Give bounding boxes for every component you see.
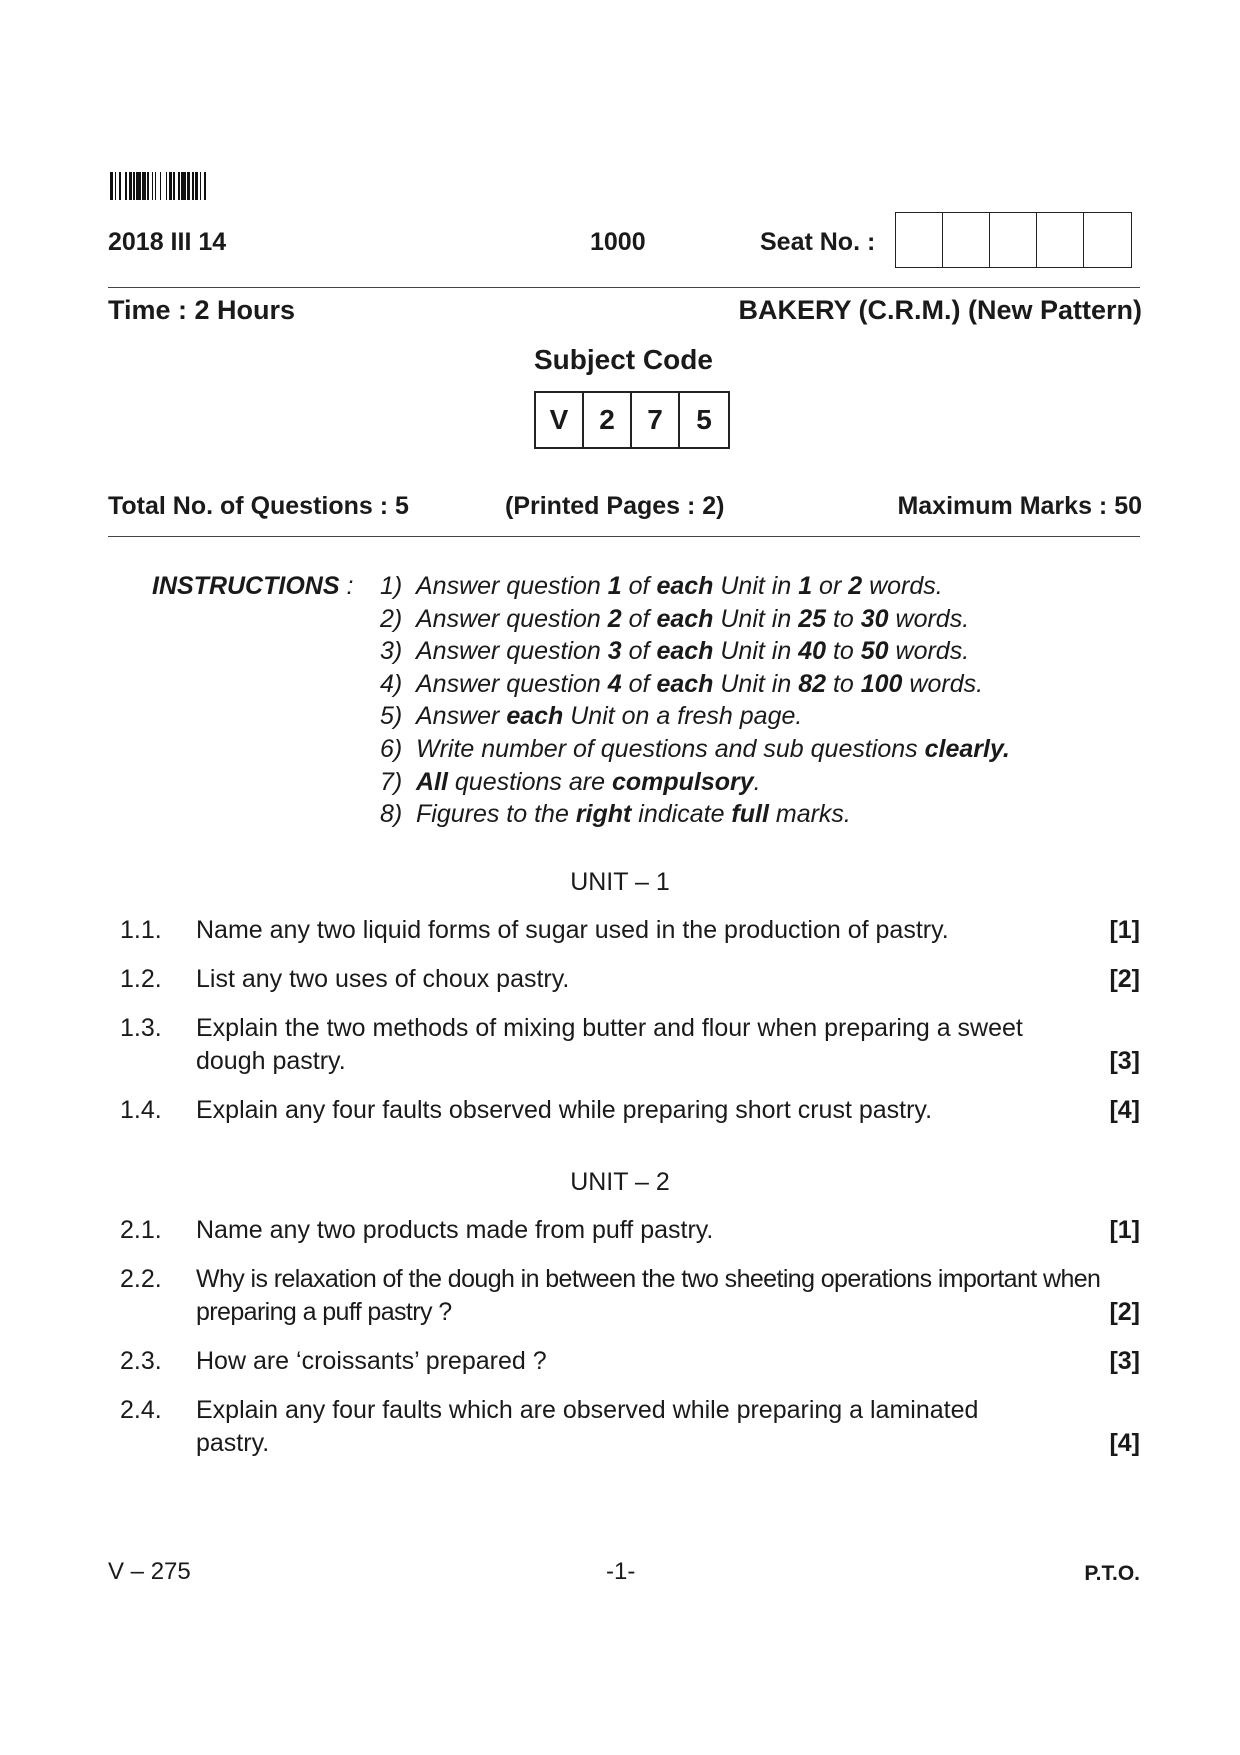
instruction-text: to [826, 637, 861, 666]
instructions-list [380, 570, 1010, 831]
instruction-text: 50 [860, 637, 889, 666]
instruction-text: Write number of questions and sub questions [416, 734, 925, 763]
question-number: 1.4. [120, 1096, 162, 1124]
subject-title: BAKERY (C.R.M.) (New Pattern) [738, 295, 1142, 325]
instruction-text: 2 [848, 572, 863, 600]
instruction-text: words. [902, 669, 984, 698]
question-marks: [2] [1109, 965, 1140, 993]
barcode [110, 172, 252, 200]
instruction-item [380, 798, 1010, 831]
instruction-item [380, 570, 1010, 603]
instruction-text: 100 [860, 669, 903, 698]
question-marks: [3] [1109, 1347, 1140, 1375]
subject-code-char: 5 [696, 404, 712, 435]
instruction-item [380, 700, 1010, 733]
instruction-text: 4 [607, 669, 622, 698]
unit-1-heading: UNIT – 1 [570, 868, 670, 896]
printed-pages: (Printed Pages : 2) [505, 492, 725, 520]
subject-code-char: V [536, 393, 584, 447]
seat-number-box[interactable] [943, 213, 990, 267]
paper-count: 1000 [590, 228, 646, 256]
instruction-text: marks. [768, 800, 851, 829]
question-text: Explain the two methods of mixing butter and flour when preparing a sweet dough pastry. [196, 1014, 1023, 1075]
question-number: 1.1. [120, 916, 162, 944]
seat-number-box[interactable] [990, 213, 1037, 267]
instruction-number: 7) [380, 767, 403, 796]
instruction-text: to [826, 669, 861, 698]
instruction-text: of [621, 637, 657, 666]
instruction-text: each [656, 637, 714, 666]
instruction-text: Figures to the [416, 800, 576, 829]
instruction-text: or [812, 572, 849, 600]
instruction-text: Answer question [416, 637, 608, 666]
footer-paper-code: V – 275 [108, 1558, 191, 1585]
question-number: 2.2. [120, 1265, 162, 1293]
seat-number-box[interactable] [1084, 213, 1131, 267]
instructions-label: INSTRUCTIONS [152, 572, 340, 600]
instruction-item [380, 766, 1010, 799]
unit-2-heading: UNIT – 2 [570, 1168, 670, 1196]
header-divider [108, 287, 1140, 288]
instruction-text: Answer question [416, 604, 608, 633]
question-text: Name any two products made from puff pastry. [196, 1216, 714, 1244]
question-text: Why is relaxation of the dough in between the two sheeting operations important when preparing a puff pastry ? [196, 1265, 1101, 1326]
instruction-text: words. [888, 637, 970, 666]
instruction-text: 40 [798, 637, 826, 666]
instruction-text: to [826, 604, 861, 633]
page-number: -1- [606, 1558, 636, 1585]
instruction-text: words. [888, 604, 970, 633]
barcode-bar [206, 172, 208, 200]
subject-code-boxes [534, 391, 730, 449]
instruction-text: right [575, 800, 632, 829]
instruction-text: Unit in [713, 669, 799, 698]
exam-time: Time : 2 Hours [108, 295, 296, 325]
instruction-number: 4) [380, 669, 403, 698]
question-marks: [1] [1109, 916, 1140, 944]
instruction-number: 1) [380, 572, 403, 600]
instruction-text: each [656, 572, 714, 600]
instruction-text: of [621, 604, 657, 633]
instruction-number: 6) [380, 734, 403, 763]
instruction-text: Unit on a fresh page. [563, 702, 803, 731]
instruction-text: 3 [607, 637, 622, 666]
instruction-item [380, 635, 1010, 668]
subject-code-label: Subject Code [534, 344, 713, 375]
please-turn-over: P.T.O. [1084, 1562, 1140, 1585]
question-marks: [4] [1109, 1429, 1140, 1457]
instructions-divider [108, 536, 1140, 537]
question-number: 2.4. [120, 1396, 162, 1424]
question-marks: [1] [1109, 1216, 1140, 1244]
instruction-item [380, 603, 1010, 636]
seat-number-label: Seat No. : [760, 228, 876, 256]
instruction-number: 3) [380, 637, 403, 666]
instruction-text: clearly. [924, 734, 1010, 763]
total-questions: Total No. of Questions : 5 [108, 492, 409, 520]
question-number: 2.1. [120, 1216, 162, 1244]
question-text: How are ‘croissants’ prepared ? [196, 1347, 547, 1375]
question-marks: [2] [1109, 1298, 1140, 1326]
instruction-text: words. [862, 572, 943, 600]
question-text: Explain any four faults which are observed while preparing a laminated pastry. [196, 1396, 979, 1457]
instruction-text: 82 [798, 669, 826, 698]
instruction-text: Unit in [713, 604, 799, 633]
question-text: Explain any four faults observed while preparing short crust pastry. [196, 1096, 933, 1124]
instruction-text: . [753, 767, 761, 796]
instruction-text: 2 [607, 604, 622, 633]
instruction-text: Unit in [713, 572, 799, 600]
instruction-text: 1 [607, 572, 622, 600]
question-marks: [4] [1109, 1096, 1140, 1124]
instruction-text: questions are [447, 767, 612, 796]
seat-number-box[interactable] [896, 213, 943, 267]
instruction-text: Answer question [416, 572, 608, 600]
instruction-text: each [656, 604, 714, 633]
instruction-text: each [506, 702, 564, 731]
maximum-marks: Maximum Marks : 50 [897, 492, 1142, 520]
seat-number-boxes[interactable] [895, 212, 1132, 268]
instruction-text: 30 [860, 604, 889, 633]
instruction-text: All [416, 767, 448, 796]
question-number: 1.3. [120, 1014, 162, 1042]
instructions-heading: INSTRUCTIONS : [152, 572, 354, 600]
subject-code-char: 7 [632, 393, 680, 447]
paper-code: 2018 III 14 [108, 228, 227, 256]
instruction-item [380, 733, 1010, 766]
question-number: 1.2. [120, 965, 162, 993]
instruction-number: 2) [380, 604, 403, 633]
instruction-text: compulsory [611, 767, 754, 796]
question-number: 2.3. [120, 1347, 162, 1375]
instruction-text: Answer [416, 702, 507, 731]
instruction-text: indicate [631, 800, 732, 829]
question-text: Name any two liquid forms of sugar used in the production of pastry. [196, 916, 949, 944]
instruction-text: 25 [798, 604, 826, 633]
question-marks: [3] [1109, 1047, 1140, 1075]
instruction-text: Unit in [713, 637, 799, 666]
instruction-text: each [656, 669, 714, 698]
seat-number-box[interactable] [1037, 213, 1084, 267]
instruction-item [380, 668, 1010, 701]
instruction-text: of [621, 572, 657, 600]
subject-code-char: 2 [584, 393, 632, 447]
instruction-text: Answer question [416, 669, 608, 698]
instruction-number: 5) [380, 702, 403, 731]
instruction-text: 1 [798, 572, 813, 600]
instruction-text: of [621, 669, 657, 698]
instruction-text: full [731, 800, 769, 829]
question-text: List any two uses of choux pastry. [196, 965, 570, 993]
instruction-number: 8) [380, 800, 403, 829]
